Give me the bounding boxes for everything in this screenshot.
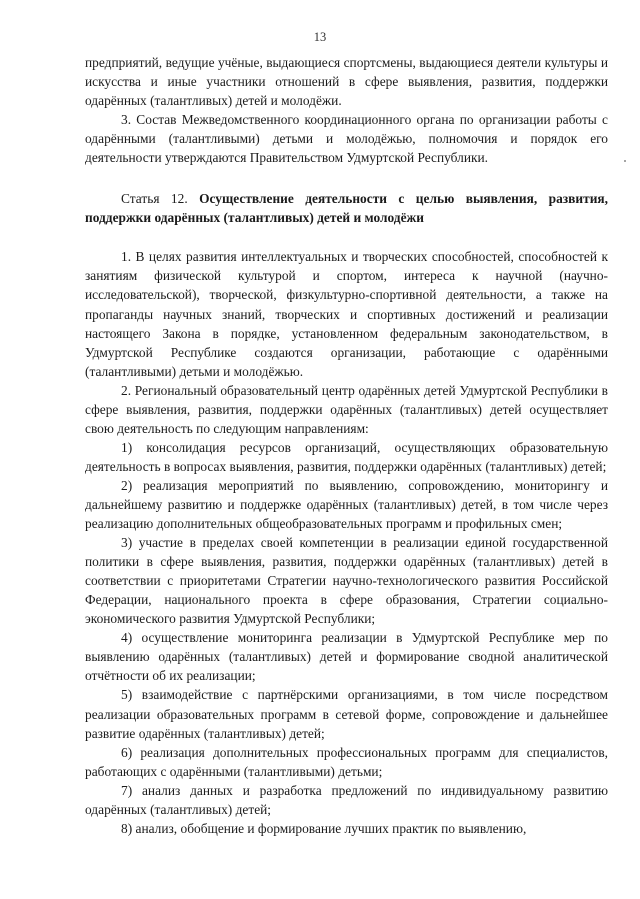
page-number: 13 (313, 30, 327, 44)
list-item-1: 1) консолидация ресурсов организаций, осуществляющих образовательную деятельность в вопросах выявления, развития, поддержки одарённых (талантливых) детей; (85, 439, 608, 474)
list-item-7: 7) анализ данных и разработка предложений по индивидуальному развитию одарённых (талантливых) детей; (85, 782, 608, 817)
clause-1: 1. В целях развития интеллектуальных и творческих способностей, способностей к занятиям физической культурой и спортом, интереса к научной (научно-исследовательской), творческой, физкультурно-спортивной деятельности, а также на пропаганды научных знаний, творческих и спортивных достижений и реализации настоящего Закона в порядке, установленном федеральным законодательством, в Удмуртской Республике создаются организации, работающие с одарёнными (талантливыми) детьми и молодёжью. (85, 249, 608, 379)
article-heading (85, 189, 608, 227)
list-item-6: 6) реализация дополнительных профессиональных программ для специалистов, работающих с одарёнными (талантливыми) детьми; (85, 744, 608, 779)
list-item-4: 4) осуществление мониторинга реализации в Удмуртской Республике мер по выявлению одарённых (талантливых) детей и формирование сводной аналитической отчётности об их реализации; (85, 630, 608, 684)
list-item-2: 2) реализация мероприятий по выявлению, сопровождению, мониторингу и дальнейшему развитию и поддержке одарённых (талантливых) детей, в том числе через реализацию дополнительных общеобразовательных программ и профильных смен; (85, 477, 608, 532)
paragraph-item-3: 3. Состав Межведомственного координационного органа по организации работы с одарёнными (талантливыми) детьми и молодёжью, полномочия и порядок его деятельности утверждаются Правительством Удмуртской Республики. (85, 112, 608, 166)
list-item-5: 5) взаимодействие с партнёрскими организациями, в том числе посредством реализации образовательных программ в сетевой форме, сопровождение и дальнейшее развитие одарённых (талантливых) детей; (85, 687, 608, 741)
article-title: Осуществление деятельности с целью выявления, развития, поддержки одарённых (талантливых) детей и молодёжи (85, 191, 608, 226)
document-body (85, 53, 608, 838)
clause-2: 2. Региональный образовательный центр одарённых детей Удмуртской Республики в сфере выявления, развития, поддержки одарённых (талантливых) детей осуществляет свою деятельность по следующим направлениям: (85, 382, 608, 436)
margin-mark (624, 160, 626, 162)
paragraph-continuation: предприятий, ведущие учёные, выдающиеся спортсмены, выдающиеся деятели культуры и искусства и иные участники отношений в сфере выявления, развития, поддержки одарённых (талантливых) детей и молодёжи. (85, 55, 608, 109)
list-item-3: 3) участие в пределах своей компетенции в реализации единой государственной политики в сфере выявления, развития, поддержки одарённых (талантливых) детей в соответствии с приоритетами Стратегии научно-технологического развития Российской Федерации, национального проекта в сфере образования, Стратегии социально-экономического развития Удмуртской Республики; (85, 535, 608, 627)
list-item-8: 8) анализ, обобщение и формирование лучших практик по выявлению, (121, 820, 527, 836)
article-label: Статья 12. (121, 191, 188, 207)
